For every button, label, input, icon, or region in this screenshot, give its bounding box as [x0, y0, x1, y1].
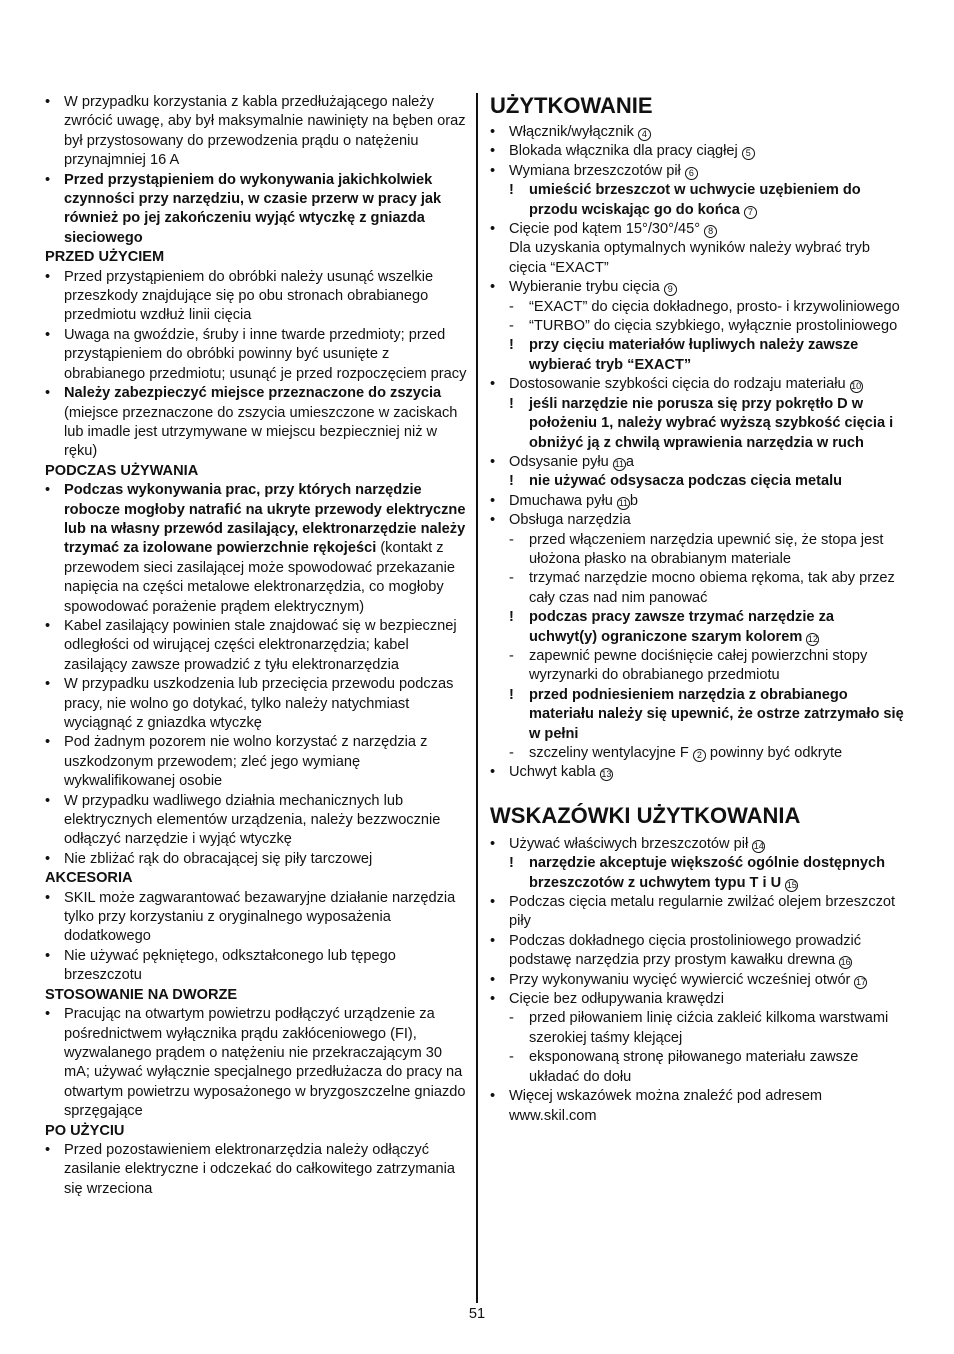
warning-item	[490, 608, 904, 647]
text-run: PODCZAS UŻYWANIA	[45, 462, 199, 479]
section-uzytkowanie	[490, 123, 904, 783]
figure-reference-number: 11	[614, 458, 625, 469]
bullet-marker: •	[45, 482, 51, 499]
bullet-marker: •	[490, 124, 496, 140]
list-item	[490, 763, 904, 782]
dash-marker: -	[509, 318, 514, 335]
sub-item	[490, 531, 904, 570]
page-number: 51	[468, 1306, 486, 1322]
left-column	[45, 93, 467, 1199]
figure-reference-number: 15	[786, 879, 797, 890]
text-run: Włącznik/wyłącznik	[509, 124, 638, 140]
bullet-marker: •	[490, 932, 496, 949]
figure-reference-number: 10	[851, 381, 862, 392]
list-item	[490, 971, 904, 990]
bullet-marker: •	[490, 221, 496, 238]
figure-reference-number: 9	[664, 283, 677, 296]
bullet-marker: •	[45, 326, 51, 343]
text-run: Używać właściwych brzeszczotów pił	[509, 835, 753, 852]
list-item	[490, 492, 904, 511]
dash-marker: -	[509, 298, 514, 315]
list-item	[45, 1005, 467, 1121]
text-run: Blokada włącznika dla pracy ciągłej	[509, 143, 742, 160]
warning-marker: !	[509, 337, 514, 354]
text-run: “TURBO” do cięcia szybkiego, wyłącznie prostoliniowego	[529, 318, 898, 335]
text-run: PRZED UŻYCIEM	[45, 249, 165, 266]
text-run: Nie używać pękniętego, odkształconego lub tępego brzeszczotu	[64, 947, 396, 984]
warning-marker: !	[509, 855, 514, 872]
text-run: nie używać odsysacza podczas cięcia metalu	[529, 473, 843, 490]
text-run: Pod żadnym pozorem nie wolno korzystać z narzędzia z uszkodzonym przewodem; zleć jego wymianę wykwalifikowanej osobie	[64, 734, 428, 790]
section-title-uzytkowanie: UŻYTKOWANIE	[490, 93, 653, 118]
sub-item	[490, 647, 904, 686]
bullet-marker: •	[490, 894, 496, 911]
text-run: Odsysanie pyłu	[509, 453, 613, 470]
figure-reference-number: 7	[744, 206, 757, 219]
text-run: Uwaga na gwoździe, śruby i inne twarde przedmioty; przed przystąpieniem do obróbki powinny być usunięte z obrabianego przedmiotu; usunąć je przed rozpoczęciem pracy	[64, 326, 467, 382]
subsection-heading	[45, 1122, 467, 1141]
bullet-marker: •	[45, 947, 51, 964]
list-item	[45, 733, 467, 791]
warning-marker: !	[509, 182, 514, 199]
bullet-marker: •	[45, 850, 51, 867]
text-run: “EXACT” do cięcia dokładnego, prosto- i krzywoliniowego	[529, 298, 900, 315]
text-run: umieścić brzeszczot w uchwycie uzębieniem do przodu wciskając go do końca	[529, 182, 861, 218]
bullet-marker: •	[45, 94, 51, 110]
text-run: podczas pracy zawsze trzymać narzędzie za uchwyt(y) ograniczone szarym kolorem	[529, 609, 834, 645]
warning-item	[490, 686, 904, 744]
warning-marker: !	[509, 609, 514, 626]
text-run: przed włączeniem narzędzia upewnić się, że stopa jest ułożona płasko na obrabianym materiale	[529, 531, 884, 567]
text-run: Cięcie pod kątem 15°/30°/45°	[509, 221, 705, 238]
bullet-marker: •	[45, 617, 51, 634]
text-run: eksponowaną stronę piłowanego materiału zawsze układać do dołu	[529, 1049, 859, 1085]
text-run: Dmuchawa pyłu	[509, 492, 617, 509]
figure-reference-number: 16	[840, 957, 851, 968]
bullet-marker: •	[45, 792, 51, 809]
text-run: jeśli narzędzie nie porusza się przy pokrętło D w położeniu 1, należy wybrać wyższą szybkość cięcia i obniżyć ją z chwilą wprawienia narzędzia w ruch	[529, 395, 894, 451]
bullet-marker: •	[490, 453, 496, 470]
sub-item	[490, 1009, 904, 1048]
bullet-marker: •	[490, 492, 496, 509]
text-run: Uchwyt kabla	[509, 764, 600, 781]
list-item	[45, 93, 467, 171]
text-run: a	[625, 453, 634, 470]
figure-reference-number: 2	[693, 749, 706, 762]
text-run: Przed przystąpieniem do obróbki należy usunąć wszelkie przeszkody znajdujące się po obu stronach obrabianego przedmiotu wzdłuż linii cięcia	[64, 268, 434, 324]
right-column	[490, 93, 904, 1126]
warning-item	[490, 336, 904, 375]
dash-marker: -	[509, 570, 514, 587]
list-item	[490, 123, 904, 142]
figure-reference-number: 11	[618, 497, 629, 508]
bullet-marker: •	[45, 734, 51, 751]
text-run: AKCESORIA	[45, 870, 133, 887]
text-run: W przypadku wadliwego działnia mechanicznych lub elektrycznych elementów urządzenia, należy bezzwocznie odłączyć narzędzie i wyjąć wtyczkę	[64, 792, 441, 848]
text-run: Kabel zasilający powinien stale znajdować się w bezpiecznej odległości od wirującej części elektronarzędzia; kabel zasilający zawsze prowadzić z tyłu elektronarzędzia	[64, 617, 457, 673]
text-run: Podczas dokładnego cięcia prostoliniowego prowadzić podstawę narzędzia przy prostym kawałku drewna	[509, 932, 862, 969]
list-item	[490, 893, 904, 932]
list-item	[490, 375, 904, 394]
continuation-text	[490, 239, 904, 278]
sub-item	[490, 1048, 904, 1087]
text-run: Podczas cięcia metalu regularnie zwilżać olejem brzeszczot piły	[509, 894, 896, 930]
warning-item	[490, 854, 904, 893]
list-item	[45, 171, 467, 249]
text-run: trzymać narzędzie mocno obiema rękoma, tak aby przez cały czas nad nim panować	[529, 570, 895, 606]
list-item	[490, 835, 904, 854]
list-item	[45, 326, 467, 384]
bullet-marker: •	[45, 268, 51, 285]
text-run: W przypadku uszkodzenia lub przecięcia przewodu podczas pracy, nie wolno go dotykać, tylko należy natychmiast wyciągnąć z gniazdka wtyczkę	[64, 676, 454, 731]
figure-reference-number: 8	[704, 225, 717, 238]
bullet-marker: •	[45, 1141, 51, 1158]
list-item	[45, 792, 467, 850]
sub-item	[490, 744, 904, 763]
text-run: (miejsce przeznaczone do zszycia umieszczone w zaciskach lub imadle jest utrzymywane w miejscu bezpieczniej niż w ręku)	[64, 404, 458, 460]
text-run: Przed pozostawieniem elektronarzędzia należy odłączyć zasilanie elektryczne i odczekać do całkowitego zatrzymania się wrzeciona	[64, 1141, 455, 1197]
bullet-marker: •	[490, 162, 496, 179]
list-item	[45, 384, 467, 462]
text-run: b	[629, 492, 639, 509]
dash-marker: -	[509, 1010, 514, 1027]
figure-reference-number: 5	[742, 147, 755, 160]
text-run: Przy wykonywaniu wycięć wywiercić wcześniej otwór	[509, 971, 855, 988]
list-item	[490, 278, 904, 297]
warning-marker: !	[509, 395, 514, 412]
text-run: SKIL może zagwarantować bezawaryjne działanie narzędzia tylko przy korzystaniu z oryginalnego wyposażenia dodatkowego	[64, 889, 456, 945]
list-item	[490, 220, 904, 239]
bullet-marker: •	[490, 835, 496, 852]
list-item	[490, 1087, 904, 1126]
figure-reference-number: 12	[807, 633, 818, 644]
dash-marker: -	[509, 531, 514, 548]
text-run: Obsługa narzędzia	[509, 512, 631, 529]
list-item	[490, 142, 904, 161]
list-item	[45, 889, 467, 947]
sub-item	[490, 569, 904, 608]
subsection-heading	[45, 869, 467, 888]
text-run: PO UŻYCIU	[45, 1122, 125, 1139]
bullet-marker: •	[45, 1006, 51, 1023]
text-run: Przed przystąpieniem do wykonywania jakichkolwiek czynności przy narzędziu, w czasie przerw w pracy jak również po jej zakończeniu wyjąć wtyczkę z gniazda sieciowego	[64, 171, 442, 246]
list-item	[490, 990, 904, 1009]
list-item	[45, 675, 467, 733]
list-item	[45, 1141, 467, 1199]
bullet-marker: •	[45, 171, 51, 188]
bullet-marker: •	[490, 764, 496, 781]
bullet-marker: •	[490, 512, 496, 529]
bullet-marker: •	[45, 385, 51, 402]
bullet-marker: •	[490, 143, 496, 160]
text-run: Pracując na otwartym powietrzu podłączyć urządzenie za pośrednictwem wyłącznika prądu zakłóceniowego (FI), wyzwalanego prądem o natężeniu nie przekraczającym 30 mA; używać wyłącznie specjalnego przedłużacza do pracy na otwartym powietrzu wyposażonego w bryzgoszczelne gniazdo sprzęgające	[64, 1006, 466, 1120]
figure-reference-number: 4	[638, 128, 651, 141]
text-run: Nie zbliżać rąk do obracającej się piły tarczowej	[64, 850, 373, 867]
list-item	[45, 947, 467, 986]
text-run: W przypadku korzystania z kabla przedłużającego należy zwrócić uwagę, aby był maksymalnie nawinięty na bęben oraz był przystosowany do przewodzenia prądu o natężeniu przynajmniej 16 A	[64, 94, 466, 169]
dash-marker: -	[509, 745, 514, 761]
text-run: Należy zabezpieczyć miejsce przeznaczone do zszycia	[64, 385, 442, 402]
figure-reference-number: 13	[601, 769, 612, 780]
bullet-marker: •	[45, 676, 51, 693]
dash-marker: -	[509, 647, 514, 664]
text-run: narzędzie akceptuje większość ogólnie dostępnych brzeszczotów z uchwytem typu T i U	[529, 855, 886, 891]
bullet-marker: •	[490, 991, 496, 1008]
text-run: przed piłowaniem linię ciźcia zakleić kilkoma warstwami szerokiej taśmy klejącej	[529, 1010, 889, 1046]
text-run: STOSOWANIE NA DWORZE	[45, 986, 238, 1003]
text-run: zapewnić pewne dociśnięcie całej powierzchni stopy wyrzynarki do obrabianego przedmiotu	[529, 647, 868, 684]
text-run: przy cięciu materiałów łupliwych należy zawsze wybierać tryb “EXACT”	[529, 337, 859, 373]
warning-item	[490, 472, 904, 491]
warning-marker: !	[509, 686, 514, 703]
text-run: Podczas wykonywania prac, przy których narzędzie robocze mogłoby natrafić na ukryte przewody elektryczne lub na własny przewód zasilający, elektronarzędzie należy trzymać za izolowane powierzchnie rękojeści	[64, 482, 466, 557]
list-item	[490, 511, 904, 530]
figure-reference-number: 14	[753, 840, 764, 851]
dash-marker: -	[509, 1049, 514, 1066]
text-run: szczeliny wentylacyjne F	[529, 745, 693, 761]
text-run: Dostosowanie szybkości cięcia do rodzaju materiału	[509, 376, 850, 393]
list-item	[490, 162, 904, 181]
subsection-heading	[45, 462, 467, 481]
bullet-marker: •	[490, 279, 496, 296]
section-title-wskazowki: WSKAZÓWKI UŻYTKOWANIA	[490, 802, 801, 828]
subsection-heading	[45, 248, 467, 267]
list-item	[45, 481, 467, 617]
section-wskazowki	[490, 835, 904, 1126]
text-run: Wymiana brzeszczotów pił	[509, 162, 685, 179]
sub-item	[490, 298, 904, 317]
text-run: Więcej wskazówek można znaleźć pod adresem www.skil.com	[509, 1088, 823, 1124]
list-item	[45, 268, 467, 326]
warning-marker: !	[509, 473, 514, 490]
text-run: (kontakt z przewodem sieci zasilającej może spowodować przekazanie napięcia na części metalowe elektronarzędzia, co mogłoby spowodować porażenie prądem elektrycznym)	[64, 540, 455, 615]
figure-reference-number: 17	[855, 976, 866, 987]
warning-item	[490, 181, 904, 220]
text-run: Wybieranie trybu cięcia	[509, 279, 664, 296]
figure-reference-number: 6	[685, 167, 698, 180]
list-item	[45, 850, 467, 869]
bullet-marker: •	[45, 889, 51, 906]
column-divider	[476, 93, 478, 1303]
text-run: Cięcie bez odłupywania krawędzi	[509, 991, 724, 1008]
list-item	[490, 932, 904, 971]
bullet-marker: •	[490, 376, 496, 393]
text-run: Dla uzyskania optymalnych wyników należy wybrać tryb cięcia “EXACT”	[509, 240, 870, 276]
list-item	[490, 453, 904, 472]
list-item	[45, 617, 467, 675]
sub-item	[490, 317, 904, 336]
bullet-marker: •	[490, 971, 496, 988]
warning-item	[490, 395, 904, 453]
text-run: przed podniesieniem narzędzia z obrabianego materiału należy się upewnić, że ostrze zatrzymało się w pełni	[529, 686, 904, 742]
bullet-marker: •	[490, 1088, 496, 1105]
subsection-heading	[45, 986, 467, 1005]
text-run: powinny być odkryte	[705, 745, 843, 761]
